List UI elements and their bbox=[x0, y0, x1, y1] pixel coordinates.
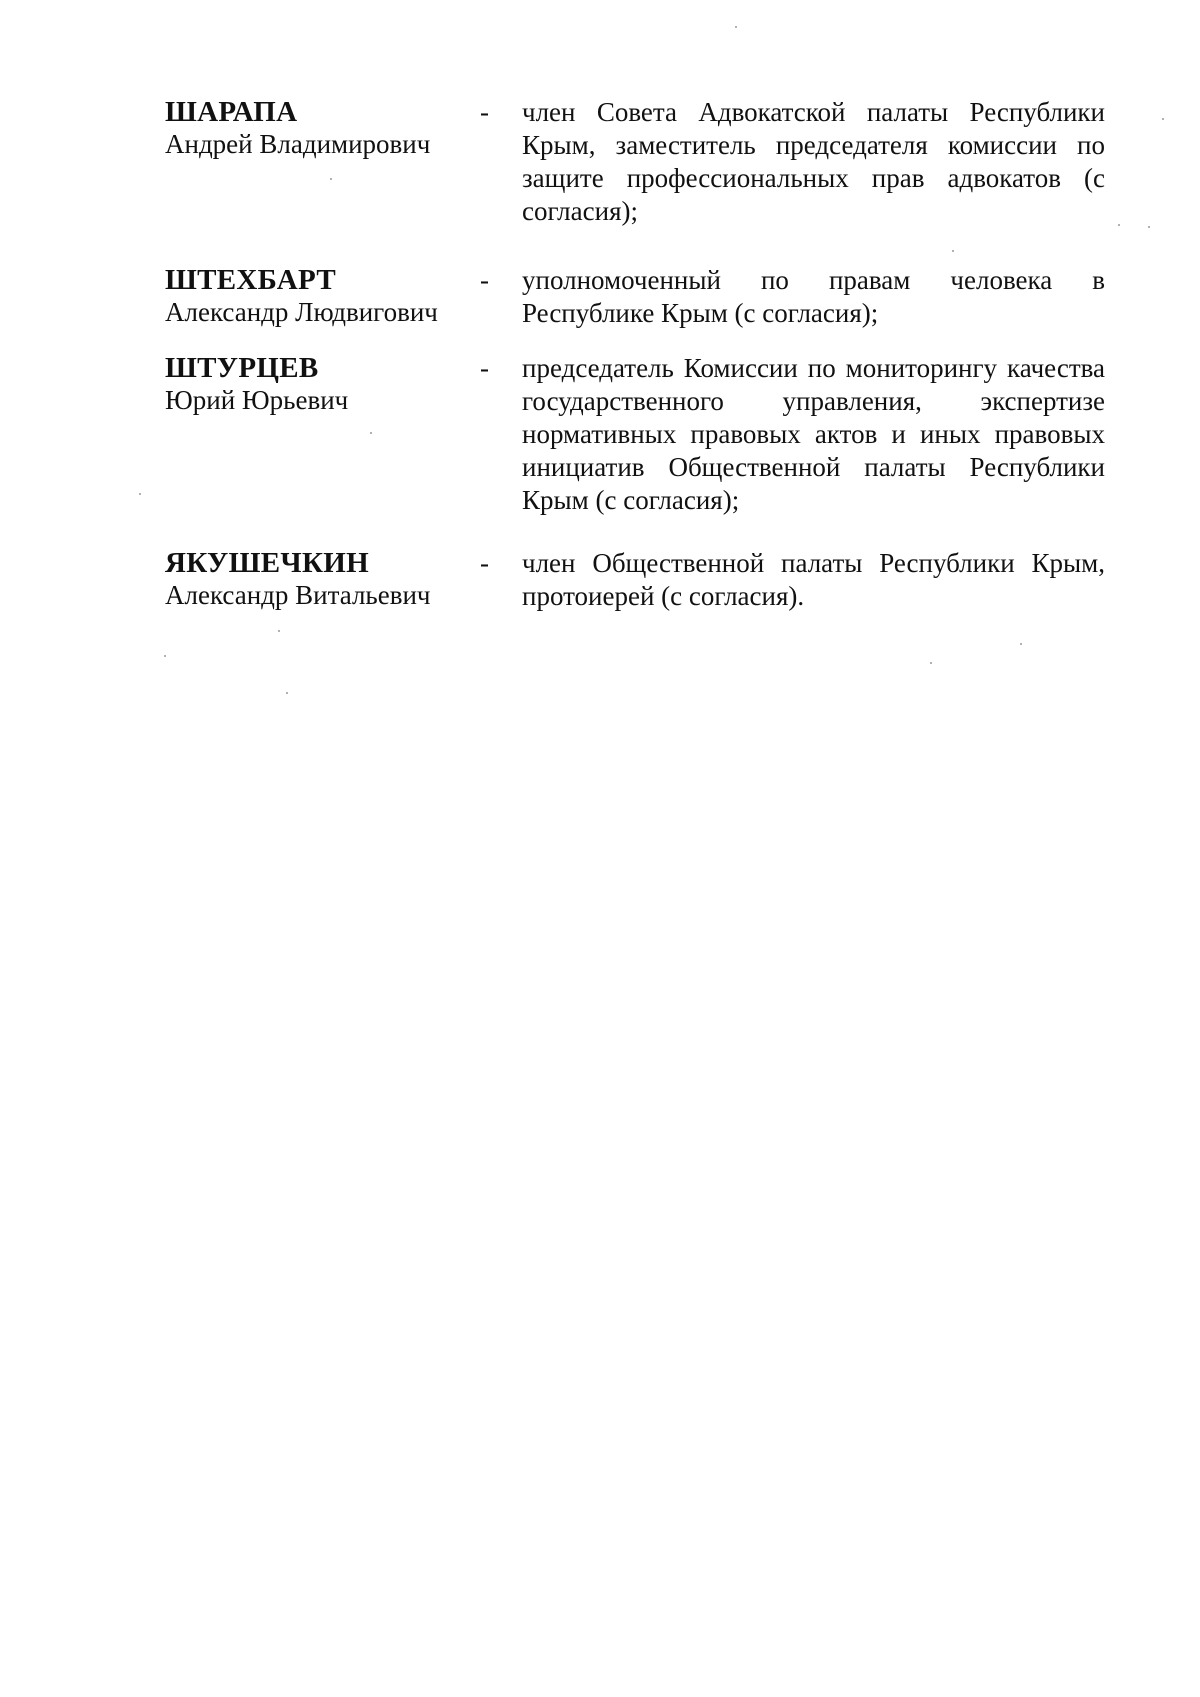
member-surname: ШТЕХБАРТ bbox=[165, 264, 337, 296]
scan-speck bbox=[735, 26, 737, 28]
member-surname: ШТУРЦЕВ bbox=[165, 352, 319, 384]
scan-speck bbox=[139, 493, 141, 495]
scan-speck bbox=[930, 662, 932, 664]
member-entry bbox=[165, 96, 1120, 228]
member-role: член Совета Адвокатской палаты Республики Крым, заместитель председателя комиссии по защите профессиональных прав адвокатов (с согласия); bbox=[522, 97, 1105, 226]
member-given-name: Александр Витальевич bbox=[165, 580, 431, 610]
scan-speck bbox=[164, 655, 166, 657]
member-name bbox=[165, 264, 480, 329]
member-entry bbox=[165, 352, 1120, 517]
scan-speck bbox=[330, 178, 332, 180]
separator-dash: - bbox=[480, 548, 489, 578]
member-given-name: Александр Людвигович bbox=[165, 297, 438, 327]
member-surname: ШАРАПА bbox=[165, 96, 298, 128]
member-entry bbox=[165, 547, 1120, 613]
scan-speck bbox=[1162, 118, 1164, 120]
member-entry bbox=[165, 264, 1120, 330]
member-role: член Общественной палаты Республики Крым, протоиерей (с согласия). bbox=[522, 548, 1105, 611]
member-role: председатель Комиссии по мониторингу качества государственного управления, экспертизе нормативных правовых актов и иных правовых инициатив Общественной палаты Республики Крым (с согласия); bbox=[522, 353, 1105, 515]
member-given-name: Андрей Владимирович bbox=[165, 129, 431, 159]
member-role: уполномоченный по правам человека в Республике Крым (с согласия); bbox=[522, 265, 1105, 328]
scan-speck bbox=[1148, 226, 1150, 228]
member-given-name: Юрий Юрьевич bbox=[165, 385, 349, 415]
scan-speck bbox=[370, 432, 372, 434]
scan-speck bbox=[1118, 224, 1120, 226]
member-name bbox=[165, 547, 480, 612]
separator-dash: - bbox=[480, 265, 489, 295]
scan-speck bbox=[952, 250, 954, 252]
member-list bbox=[165, 96, 1120, 613]
separator-dash: - bbox=[480, 97, 489, 127]
scan-speck bbox=[286, 692, 288, 694]
member-surname: ЯКУШЕЧКИН bbox=[165, 547, 369, 579]
scan-speck bbox=[1020, 643, 1022, 645]
separator-dash: - bbox=[480, 353, 489, 383]
member-name bbox=[165, 96, 480, 161]
member-name bbox=[165, 352, 480, 417]
scan-speck bbox=[278, 630, 280, 632]
